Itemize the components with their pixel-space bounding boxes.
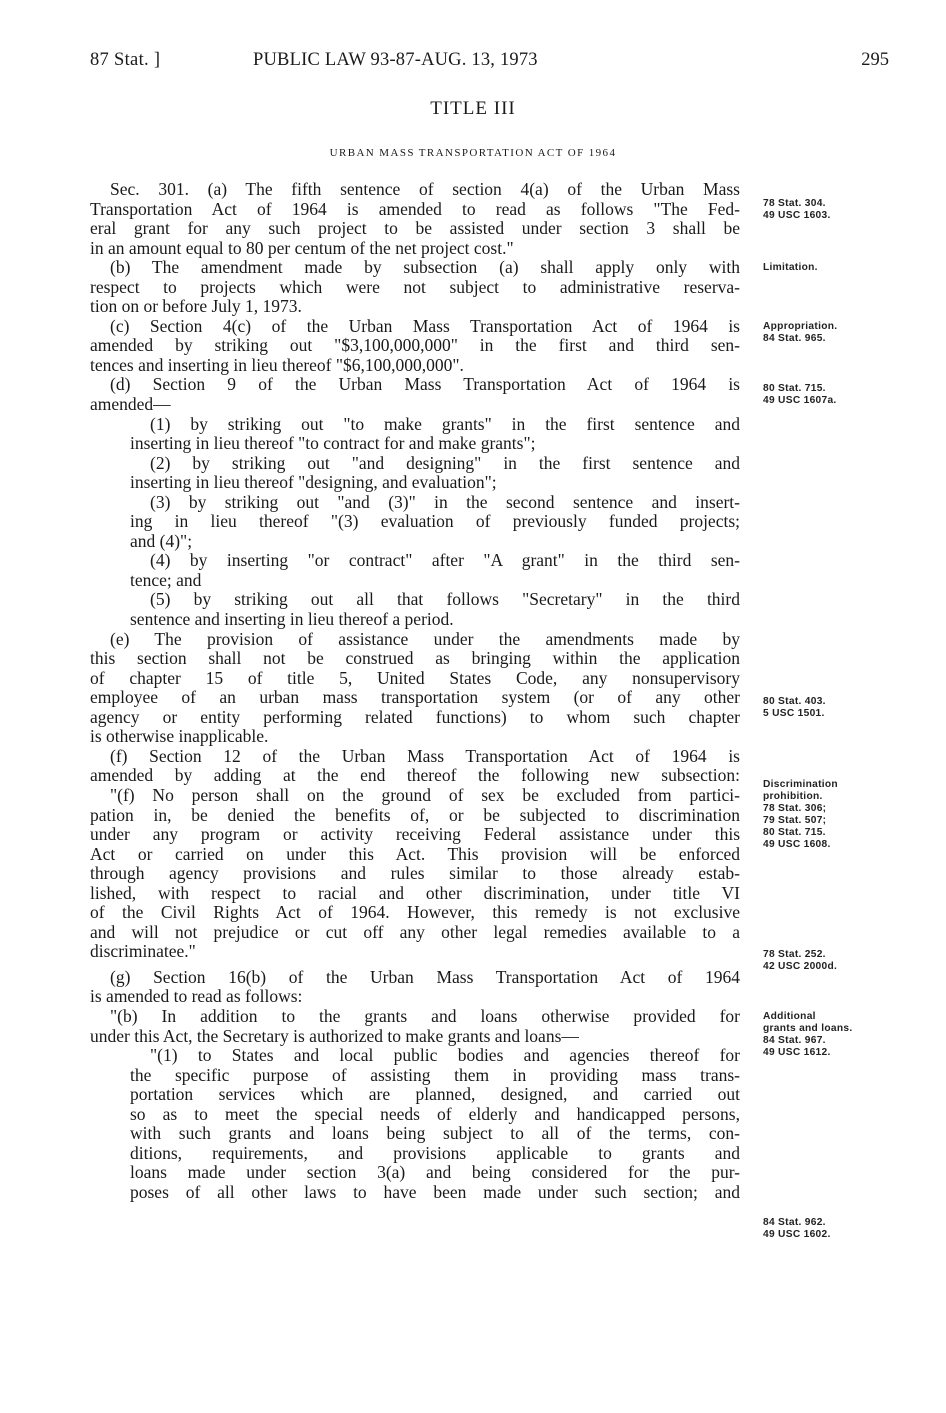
margin-note-line: 49 USC 1612. xyxy=(763,1047,831,1058)
margin-note-line: 78 Stat. 252. xyxy=(763,949,826,960)
margin-note-line: 49 USC 1603. xyxy=(763,210,831,221)
text-line: this section shall not be construed as bringing within the application xyxy=(90,648,740,669)
text-line: inserting in lieu thereof "to contract for and make grants"; xyxy=(130,433,536,454)
margin-note xyxy=(763,1217,831,1241)
text-line: of the Civil Rights Act of 1964. However, this remedy is not exclusive xyxy=(90,902,740,923)
text-line: with such grants and loans being subject to all of the terms, con- xyxy=(130,1123,740,1144)
margin-note-line: 42 USC 2000d. xyxy=(763,961,838,972)
text-line: (g) Section 16(b) of the Urban Mass Transportation Act of 1964 xyxy=(110,966,740,987)
text-line: loans made under section 3(a) and being considered for the pur- xyxy=(130,1162,740,1183)
text-line: "(1) to States and local public bodies and agencies thereof for xyxy=(150,1045,740,1066)
margin-note-line: 78 Stat. 304. xyxy=(763,198,826,209)
text-line: the specific purpose of assisting them in providing mass trans- xyxy=(130,1064,740,1085)
text-line: (e) The provision of assistance under the amendments made by xyxy=(110,628,740,649)
text-line: in an amount equal to 80 per centum of the net project cost." xyxy=(90,237,514,258)
text-line: amended by striking out "$3,100,000,000" in the first and third sen- xyxy=(90,335,740,356)
margin-note xyxy=(763,779,838,851)
margin-note-line: Additional xyxy=(763,1011,816,1022)
text-line: (d) Section 9 of the Urban Mass Transportation Act of 1964 is xyxy=(110,374,740,395)
text-line: tences and inserting in lieu thereof "$6,100,000,000". xyxy=(90,354,464,375)
margin-note xyxy=(763,198,831,222)
text-line: amended— xyxy=(90,394,171,415)
text-line: discriminatee." xyxy=(90,941,196,962)
text-line: sentence and inserting in lieu thereof a period. xyxy=(130,609,454,630)
text-line: Transportation Act of 1964 is amended to read as follows "The Fed- xyxy=(90,198,740,219)
margin-note-line: Discrimination xyxy=(763,779,838,790)
text-line: portation services which are planned, designed, and carried out xyxy=(130,1084,740,1105)
text-line: respect to projects which were not subject to administrative reserva- xyxy=(90,276,740,297)
text-line: lished, with respect to racial and other discrimination, under title VI xyxy=(90,882,740,903)
margin-note-line: 84 Stat. 965. xyxy=(763,333,826,344)
margin-note xyxy=(763,383,837,407)
margin-note-line: 80 Stat. 403. xyxy=(763,696,826,707)
margin-note xyxy=(763,949,837,973)
text-line: (4) by inserting "or contract" after "A grant" in the third sen- xyxy=(150,550,740,571)
margin-note xyxy=(763,262,818,274)
text-line: Act or carried on under this Act. This provision will be enforced xyxy=(90,843,740,864)
text-line: under any program or activity receiving Federal assistance under this xyxy=(90,824,740,845)
text-line: so as to meet the special needs of elderly and handicapped persons, xyxy=(130,1103,740,1124)
margin-note-line: Limitation. xyxy=(763,262,818,273)
margin-note xyxy=(763,696,826,720)
text-line: tion on or before July 1, 1973. xyxy=(90,296,302,317)
text-line: and (4)"; xyxy=(130,530,193,551)
margin-note-line: 80 Stat. 715. xyxy=(763,827,826,838)
page-number: 295 xyxy=(861,50,889,70)
text-line: (3) by striking out "and (3)" in the second sentence and insert- xyxy=(150,491,740,512)
margin-note xyxy=(763,321,837,345)
text-line: (f) Section 12 of the Urban Mass Transportation Act of 1964 is xyxy=(110,745,740,766)
text-line: is otherwise inapplicable. xyxy=(90,726,269,747)
text-line: (1) by striking out "to make grants" in the first sentence and xyxy=(150,413,740,434)
act-subtitle: URBAN MASS TRANSPORTATION ACT OF 1964 xyxy=(329,147,617,159)
margin-note-line: 49 USC 1607a. xyxy=(763,395,837,406)
text-line: and will not prejudice or cut off any other legal remedies available to a xyxy=(90,921,740,942)
margin-note-line: Appropriation. xyxy=(763,321,838,332)
margin-note-line: 79 Stat. 507; xyxy=(763,815,827,826)
text-line: through agency provisions and rules similar to those already estab- xyxy=(90,863,740,884)
text-line: eral grant for any such project to be assisted under section 3 shall be xyxy=(90,218,740,239)
margin-note-line: grants and loans. xyxy=(763,1023,853,1034)
text-line: pation in, be denied the benefits of, or be subjected to discrimination xyxy=(90,804,740,825)
text-line: agency or entity performing related functions) to whom such chapter xyxy=(90,706,740,727)
margin-note-line: prohibition. xyxy=(763,791,823,802)
page-header xyxy=(0,50,946,80)
margin-note-line: 78 Stat. 306; xyxy=(763,803,827,814)
text-line: ditions, requirements, and provisions applicable to grants and xyxy=(130,1142,740,1163)
law-title: PUBLIC LAW 93-87-AUG. 13, 1973 xyxy=(253,50,538,70)
text-line: poses of all other laws to have been made under such section; and xyxy=(130,1181,740,1202)
text-line: of chapter 15 of title 5, United States Code, any nonsupervisory xyxy=(90,667,740,688)
margin-note-line: 49 USC 1602. xyxy=(763,1229,831,1240)
text-line: inserting in lieu thereof "designing, and evaluation"; xyxy=(130,472,497,493)
text-line: "(f) No person shall on the ground of sex be excluded from partici- xyxy=(110,784,740,805)
text-line: (c) Section 4(c) of the Urban Mass Transportation Act of 1964 is xyxy=(110,315,740,336)
text-line: amended by adding at the end thereof the following new subsection: xyxy=(90,765,740,786)
text-line: employee of an urban mass transportation system (or of any other xyxy=(90,687,740,708)
text-line: ing in lieu thereof "(3) evaluation of previously funded projects; xyxy=(130,511,740,532)
text-line: (b) The amendment made by subsection (a) shall apply only with xyxy=(110,257,740,278)
text-line: tence; and xyxy=(130,569,202,590)
body-text xyxy=(90,180,740,1202)
text-line: Sec. 301. (a) The fifth sentence of section 4(a) of the Urban Mass xyxy=(110,179,740,199)
title-heading: TITLE III xyxy=(430,98,516,119)
statute-reference: 87 Stat. ] xyxy=(90,50,161,70)
margin-note-line: 80 Stat. 715. xyxy=(763,383,826,394)
text-line: (2) by striking out "and designing" in the first sentence and xyxy=(150,452,740,473)
margin-note-line: 84 Stat. 967. xyxy=(763,1035,826,1046)
text-line: (5) by striking out all that follows "Secretary" in the third xyxy=(150,589,740,610)
text-line: under this Act, the Secretary is authorized to make grants and loans— xyxy=(90,1025,579,1046)
margin-note xyxy=(763,1011,852,1059)
text-line: is amended to read as follows: xyxy=(90,986,303,1007)
margin-note-line: 5 USC 1501. xyxy=(763,708,825,719)
margin-note-line: 84 Stat. 962. xyxy=(763,1217,826,1228)
margin-note-line: 49 USC 1608. xyxy=(763,839,831,850)
text-line: "(b) In addition to the grants and loans otherwise provided for xyxy=(110,1005,740,1026)
